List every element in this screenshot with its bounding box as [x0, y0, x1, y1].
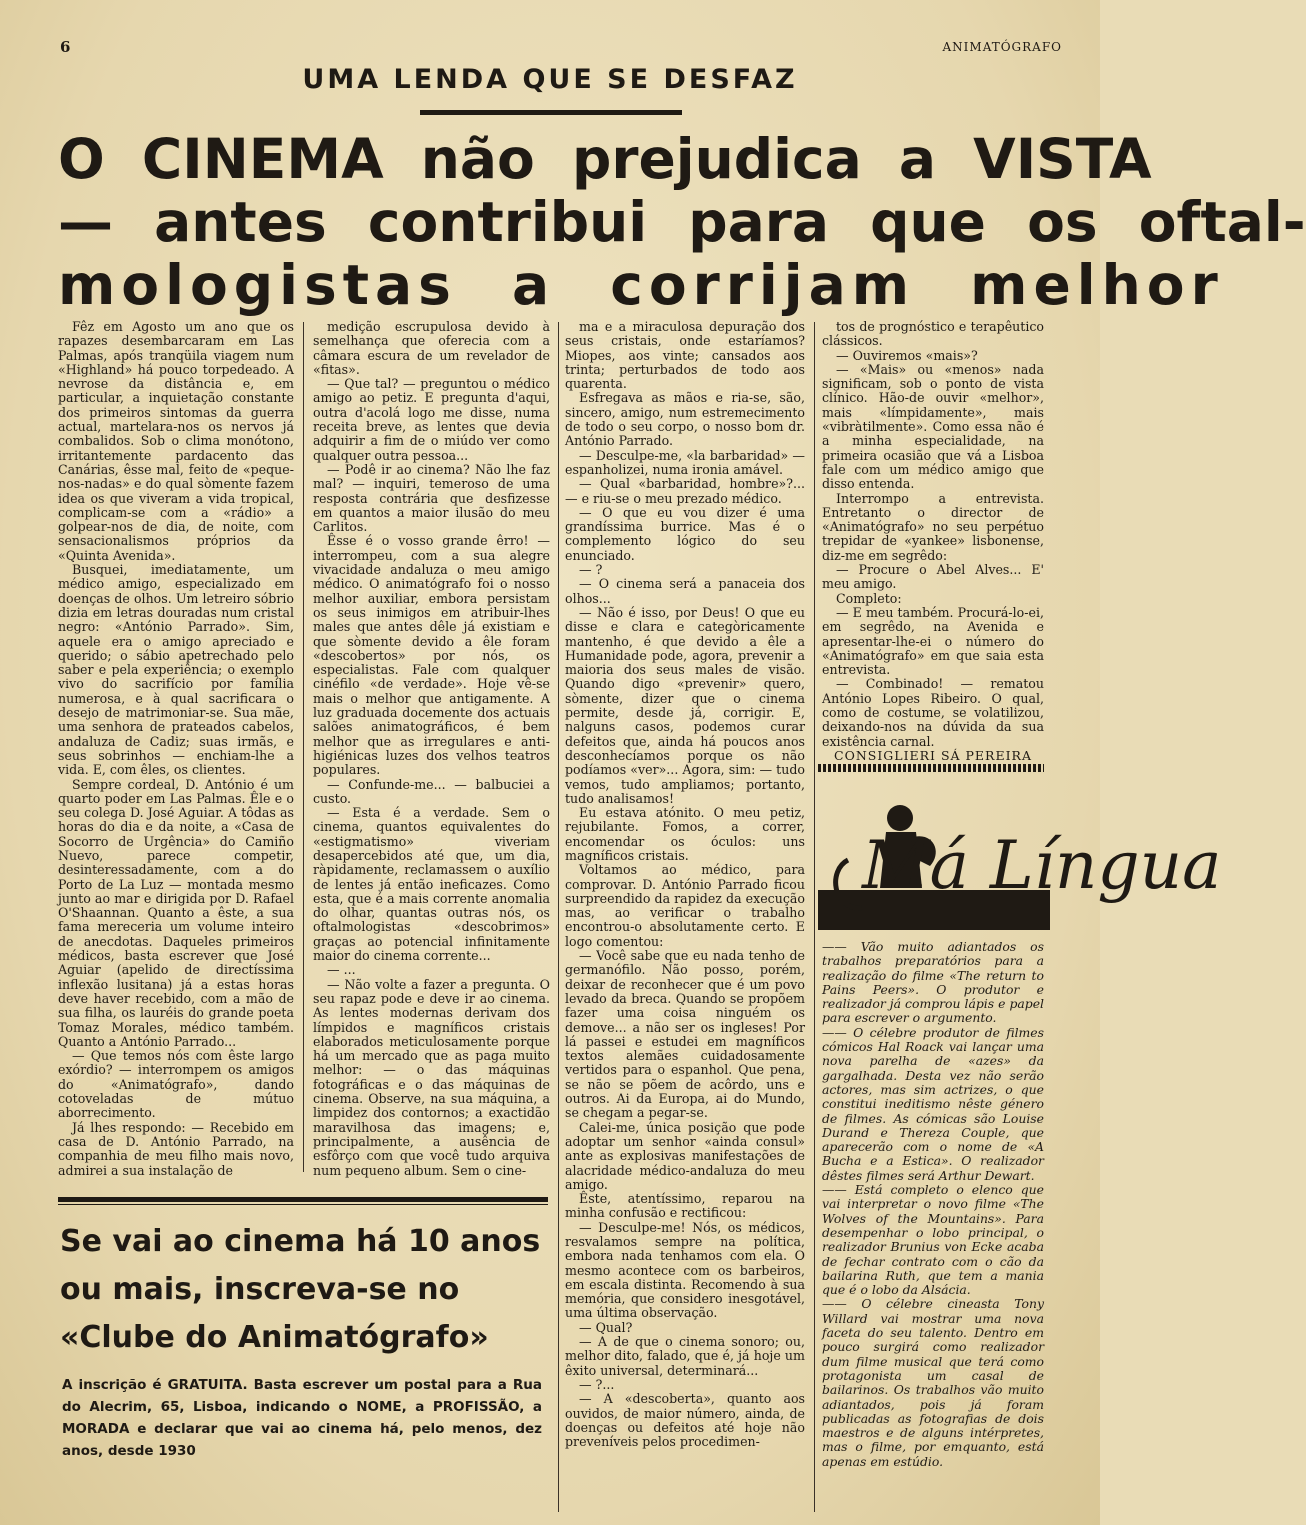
paragraph: ma e a miraculosa depuração dos seus cristais, onde estaríamos? Miopes, aos vinte; cansados aos trinta; perturbados de todo aos quarenta.: [565, 319, 805, 392]
article-column-1: [58, 320, 294, 1178]
paragraph: Calei-me, única posição que pode adoptar um senhor «ainda consul» ante as explosivas manifestações de alacridade médico-andaluza do meu amigo.: [565, 1119, 805, 1192]
paragraph: medição escrupulosa devido à semelhança que oferecia com a câmara escura de um revelador de «fitas».: [313, 319, 550, 377]
paragraph: — Que temos nós com êste largo exórdio? — interrompem os amigos do «Animatógrafo», dando cotoveladas de mútuo aborrecimento.: [58, 1048, 294, 1121]
club-ad-line-1: Se vai ao cinema há 10 anos: [60, 1224, 541, 1259]
paragraph: Já lhes respondo: — Recebido em casa de D. António Parrado, na companhia de meu filho mais novo, admirei a sua instalação de: [58, 1119, 294, 1178]
paragraph: — O que eu vou dizer é uma grandíssima burrice. Mas é o complemento lógico do seu enunciado.: [565, 504, 805, 563]
paragraph: Êsse é o vosso grande êrro! — interrompeu, com a sua alegre vivacidade andaluza o meu amigo médico. O animatógrafo foi o nosso melhor auxiliar, embora persistam os seus inimigos em atribuir-lhes males que antes dêle já existiam e que sòmente devido a êle foram «descobertos» por nós, os especialistas. Fale com qualquer cinéfilo «de verdade». Hoje vê-se mais o melhor que antigamente. A luz graduada docemente dos actuais salões animatográficos, é bem melhor que as irregulares e anti-higiénicas luzes dos velhos teatros populares.: [313, 533, 550, 778]
paragraph: — E meu também. Procurá-lo-ei, em segrêdo, na Avenida e apresentar-lhe-ei o número do «Animatógrafo» em que saia esta entrevista.: [822, 604, 1044, 678]
paragraph: Êste, atentíssimo, reparou na minha confusão e rectificou:: [565, 1191, 805, 1221]
logo-lettering: Má Língua: [862, 827, 1222, 904]
paragraph: — Você sabe que eu nada tenho de germanófilo. Não posso, porém, deixar de reconhecer que é um povo levado da breca. Quando se propõem fazer uma coisa ninguém os demove... a não ser os ingleses! Por lá passei e estudei em magníficos textos alemães cuidadosamente vertidos para o espanhol. Que pena, se não se põem de acôrdo, uns e outros. Ai da Europa, ai do Mundo, se chegam a pegar-se.: [565, 948, 805, 1121]
paragraph: — Qual «barbaridad, hombre»?... — e riu-se o meu prezado médico.: [565, 476, 805, 506]
paragraph: — Não volte a fazer a pregunta. O seu rapaz pode e deve ir ao cinema. As lentes modernas derivam dos límpidos e magníficos cristais elaborados meticulosamente porque há um mercado que as paga muito melhor: — o das máquinas fotográficas e o das máquinas de cinema. Observe, na sua máquina, a limpidez dos contornos; a exactidão maravilhosa das imagens; e, principalmente, a ausência de esfôrço com que você tudo arquiva num pequeno album. Sem o cine-: [313, 976, 550, 1178]
paragraph: tos de prognóstico e terapêutico clássicos.: [822, 319, 1044, 349]
headline-line-2: — antes contribui para que os oftal-: [58, 190, 1306, 254]
paragraph: Busquei, imediatamente, um médico amigo, especializado em doenças de olhos. Um letreiro sóbrio dizia em letras douradas num cristal negro: «António Parrado». Sim, aquele era o amigo apreciado e querido; o sábio apetrechado pelo saber e pela experiência; o exemplo vivo do sacrifício por família numerosa, e à qual sacrificara o desejo de matrimoniar-se. Sua mãe, uma senhora de prateados cabelos, andaluza de Cadiz; suas irmãs, e seus sobrinhos — enchiam-lhe a vida. E, com êles, os clientes.: [58, 562, 294, 778]
paragraph: — Não é isso, por Deus! O que eu disse e clara e categòricamente mantenho, é que devido a êle a Humanidade pode, agora, prevenir a maioria dos seus males de visão. Quando digo «prevenir» quero, sòmente, dizer que o cinema permite, desde já, corrigir. E, nalguns casos, podemos curar defeitos que, ainda há poucos anos desconhecíamos porque os não podíamos «ver»... Agora, sim: — tudo vemos, tudo ampliamos; portanto, tudo analisamos!: [565, 604, 805, 806]
paragraph: Eu estava atónito. O meu petiz, rejubilante. Fomos, a correr, encomendar os óculos: uns magníficos cristais.: [565, 805, 805, 863]
paragraph: — A de que o cinema sonoro; ou, melhor dito, falado, que é, já hoje um êxito universal, determinará...: [565, 1334, 805, 1378]
paragraph: — Desculpe-me! Nós, os médicos, resvalamos sempre na política, embora nada tenhamos com ela. O mesmo acontece com os barbeiros, em escala distinta. Recomendo à sua memória, que considero inesgotável, uma última observação.: [565, 1219, 805, 1321]
sidebar-notes: [822, 940, 1044, 1469]
column-divider: [814, 322, 815, 1512]
note-item: —— Está completo o elenco que vai interpretar o novo filme «The Wolves of the Mountains». Para desempenhar o lobo principal, o realizador Brunius von Ecke acaba de fechar contrato com o cão da bailarina Ruth, que tem a mania que é o lobo da Alsácia.: [822, 1182, 1044, 1298]
paragraph: — Procure o Abel Alves... E' meu amigo.: [822, 562, 1044, 592]
paragraph: Voltamos ao médico, para comprovar. D. António Parrado ficou surpreendido da rapidez da execução mas, ao verificar o trabalho encontrou-o absolutamente certo. E logo comentou:: [565, 862, 805, 949]
kicker-rule: [420, 110, 682, 115]
paragraph: — Qual?: [579, 1319, 633, 1335]
paragraph: — ...: [327, 962, 356, 978]
note-item: —— Vão muito adiantados os trabalhos preparatórios para a realização do filme «The return to Pains Peers». O produtor e realizador já comprou lápis e papel para escrever o argumento.: [822, 939, 1044, 1026]
kicker-title: UMA LENDA QUE SE DESFAZ: [302, 64, 798, 95]
club-ad-body: A inscrição é GRATUITA. Basta escrever um postal para a Rua do Alecrim, 65, Lisboa, indicando o NOME, a PROFISSÃO, a MORADA e declarar que vai ao cinema há, pelo menos, dez anos, desde 1930: [62, 1377, 542, 1459]
paragraph: — ?...: [579, 1376, 615, 1392]
paragraph: Completo:: [836, 590, 902, 606]
article-column-4: [822, 320, 1044, 763]
paragraph: — «Mais» ou «menos» nada significam, sob o ponto de vista clínico. Hão-de ouvir «melhor», mais «límpidamente», mais «vibràtilmente». Como essa não é a minha especialidade, na primeira ocasião que vá a Lisboa fale com um médico amigo que disso entenda.: [822, 361, 1044, 492]
publication-name: ANIMATÓGRAFO: [942, 40, 1062, 54]
paragraph: — O cinema será a panaceia dos olhos...: [565, 576, 805, 606]
headline-line-3: mologistas a corrijam melhor: [58, 253, 1224, 317]
paragraph: Fêz em Agosto um ano que os rapazes desembarcaram em Las Palmas, após tranqüila viagem num «Highland» há pouco torpedeado. A nevrose da distância e, em particular, a inquietação constante dos primeiros sintomas da guerra actual, martelara-nos os nervos já combalidos. Sob o clima monótono, irritantemente pardacento das Canárias, êsse mal, feito de «peque-nos-nadas» e do qual sòmente fazem idea os que viveram a vida tropical, complicam-se com a «rádio» a golpear-nos de dia, de noite, com sensacionalismos próprios da «Quinta Avenida».: [58, 319, 294, 563]
ma-lingua-logo-art: [818, 790, 1222, 940]
column-divider: [558, 322, 559, 1512]
section-rule-thin: [58, 1204, 548, 1205]
column-divider: [303, 322, 304, 1172]
article-column-3: [565, 320, 805, 1449]
paragraph: — Ouviremos «mais»?: [836, 347, 978, 363]
section-rule: [58, 1197, 548, 1202]
ma-lingua-logo: [818, 790, 1222, 940]
paragraph: — A «descoberta», quanto aos ouvidos, de maior número, ainda, de doenças ou defeitos até hoje não preveníveis pelos procedimen-: [565, 1391, 805, 1450]
paragraph: — Podê ir ao cinema? Não lhe faz mal? — inquiri, temeroso de uma resposta contrária que desfizesse em quantos a maior ilusão do meu Carlitos.: [313, 461, 550, 535]
paragraph: — Esta é a verdade. Sem o cinema, quantos equivalentes do «estigmatismo» viveriam desapercebidos até que, um dia, ràpidamente, reclamassem o auxílio de lentes já então ineficazes. Como esta, que é a mais corrente anomalia do olhar, quantas outras nós, os oftalmologistas «descobrimos» graças ao potencial infinitamente maior do cinema corrente...: [313, 805, 550, 964]
headline-line-1: O CINEMA não prejudica a VISTA: [58, 127, 1152, 191]
paragraph: — Combinado! — rematou António Lopes Ribeiro. O qual, como de costume, se volatilizou, deixando-nos na dúvida da sua existência carnal.: [822, 676, 1044, 749]
paragraph: — Confunde-me... — balbuciei a custo.: [313, 776, 550, 806]
paragraph: — Desculpe-me, «la barbaridad» — espanholizei, numa ironia amável.: [565, 447, 805, 477]
club-ad-line-3: «Clube do Animatógrafo»: [60, 1320, 489, 1355]
article-column-2: [313, 320, 550, 1178]
note-item: —— O célebre produtor de filmes cómicos Hal Roack vai lançar uma nova parelha de «azes» da gargalhada. Desta vez não serão actores, mas sim actrizes, o que constitui ineditismo nêste género de filmes. As cómicas são Louise Durand e Thereza Couple, que aparecerão com o nome de «A Bucha e a Estica». O realizador dêstes filmes será Arthur Dewart.: [822, 1024, 1044, 1183]
note-item: —— O célebre cineasta Tony Willard vai mostrar uma nova faceta do seu talento. Dentro em pouco surgirá como realizador dum filme musical que terá como protagonista um casal de bailarinos. Os trabalhos vão muito adiantados, pois já foram publicadas as fotografias de dois maestros e de alguns intérpretes, mas o filme, por emquanto, está apenas em estúdio.: [822, 1296, 1044, 1469]
paragraph: Interrompo a entrevista. Entretanto o director de «Animatógrafo» no seu perpétuo trepidar de «yankee» lisbonense, diz-me em segrêdo:: [822, 490, 1044, 563]
paragraph: — ?: [579, 562, 603, 578]
paragraph: Esfregava as mãos e ria-se, são, sincero, amigo, num estremecimento de todo o seu corpo, o nosso bom dr. António Parrado.: [565, 390, 805, 449]
paragraph: Sempre cordeal, D. António é um quarto poder em Las Palmas. Êle e o seu colega D. José Aguiar. A tôdas as horas do dia e da noite, a «Casa de Socorro de Urgência» do Camiño Nuevo, parece competir, desinteressadamente, com a do Porto de La Luz — montada mesmo junto ao mar e dirigida por D. Rafael O'Shaannan. Quanto a êste, a sua fama mereceria um volume inteiro de anecdotas. Daqueles primeiros médicos, basta escrever que José Aguiar (apelido de directíssima inflexão lusitana) já a estas horas deve haver recebido, com a mão de sua filha, os lauréis do grande poeta Tomaz Morales, médico também. Quanto a António Parrado...: [58, 776, 294, 1049]
page-number: 6: [60, 38, 71, 56]
author-signature: CONSIGLIERI SÁ PEREIRA: [834, 747, 1032, 763]
club-ad-line-2: ou mais, inscreva-se no: [60, 1272, 460, 1307]
paragraph: — Que tal? — preguntou o médico amigo ao petiz. E pregunta d'aqui, outra d'acolá logo me disse, numa receita breve, as lentes que devia adquirir a fim de o miúdo ver como qualquer outra pessoa...: [313, 376, 550, 463]
decorative-rule: [818, 764, 1044, 772]
club-ad-headline: [60, 1218, 550, 1362]
